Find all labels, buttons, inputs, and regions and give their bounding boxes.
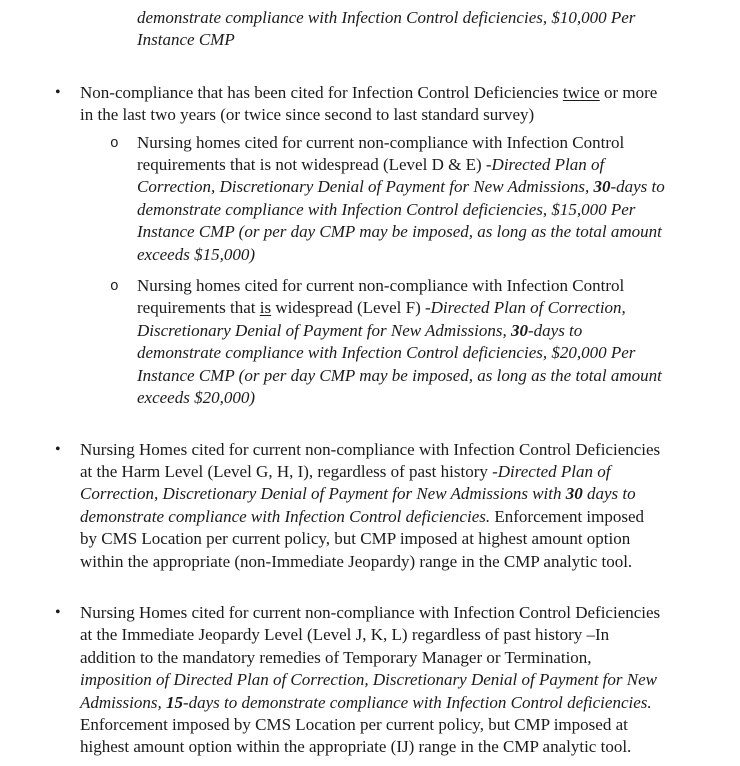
text-line	[137, 154, 727, 176]
text-line	[80, 692, 730, 714]
text-line	[137, 275, 727, 297]
text-run-italic: demonstrate compliance with Infection Control deficiencies.	[80, 506, 491, 526]
text-line	[137, 342, 727, 364]
text-line	[80, 461, 730, 483]
paragraph-continuation-per-instance-cmp	[137, 0, 717, 52]
text-run-italic: demonstrate compliance with Infection Control deficiencies, $15,000 Per	[137, 199, 636, 219]
bullet-icon: •	[55, 83, 61, 101]
bullet-icon: •	[55, 603, 61, 621]
text-run-italic: -days to demonstrate compliance with Infection Control deficiencies.	[182, 692, 652, 712]
bullet-icon: •	[55, 440, 61, 458]
text-line	[137, 176, 727, 198]
text-run-italic: exceeds $20,000)	[137, 388, 256, 408]
text-line	[137, 387, 727, 409]
text-line	[80, 551, 730, 573]
text-line	[137, 297, 727, 319]
text-run-italic: demonstrate compliance with Infection Control deficiencies, $20,000 Per	[137, 343, 636, 363]
text-run-roman: by CMS Location per current policy, but CMP imposed at highest amount option	[80, 529, 631, 549]
text-run-roman: highest amount option within the appropriate (IJ) range in the CMP analytic tool.	[80, 737, 632, 757]
text-line	[80, 506, 730, 528]
text-run-roman: at the Harm Level (Level G, H, I), regardless of past history	[80, 461, 493, 481]
text-run-italic: days to	[582, 484, 636, 504]
text-run-bolditalic: 30	[593, 177, 611, 197]
text-run-roman: requirements that	[137, 298, 260, 318]
text-run-italic: -Directed Plan of Correction,	[424, 298, 626, 318]
sub-bullet-text	[137, 275, 727, 409]
text-run-italic: Correction, Discretionary Denial of Payment for New Admissions,	[137, 177, 594, 197]
text-run-underline: twice	[562, 82, 600, 102]
text-run-underline: is	[259, 298, 272, 318]
text-line	[137, 244, 727, 266]
text-run-roman: Non-compliance that has been cited for Infection Control Deficiencies	[80, 82, 563, 102]
text-run-italic: Correction, Discretionary Denial of Payment for New Admissions with	[80, 484, 566, 504]
text-run-italic: Admissions,	[80, 692, 166, 712]
text-run-roman: addition to the mandatory remedies of Temporary Manager or Termination,	[80, 647, 592, 667]
text-run-italic: Instance CMP	[137, 30, 235, 50]
text-run-roman: Nursing Homes cited for current non-compliance with Infection Control Deficiencies	[80, 439, 661, 459]
text-run-italic: Discretionary Denial of Payment for New Admissions,	[137, 320, 511, 340]
text-line	[137, 132, 727, 154]
text-line	[137, 29, 717, 51]
text-run-bolditalic: 30	[565, 484, 583, 504]
bullet-text	[80, 602, 730, 759]
text-run-roman: in the last two years (or twice since second to last standard survey)	[80, 105, 535, 125]
text-run-italic: -Directed Plan of	[492, 461, 611, 481]
text-run-roman: Nursing homes cited for current non-compliance with Infection Control	[137, 276, 625, 296]
text-line	[80, 528, 730, 550]
text-run-roman: widespread (Level F)	[271, 298, 425, 318]
text-run-italic: demonstrate compliance with Infection Control deficiencies, $10,000 Per	[137, 8, 636, 27]
text-line	[80, 624, 730, 646]
text-line	[137, 320, 727, 342]
text-run-roman: Enforcement imposed	[490, 506, 645, 526]
text-line	[80, 483, 730, 505]
bullet-item-noncompliance-cited-twice	[55, 82, 730, 127]
bullet-item-harm-level-g-h-i	[55, 439, 730, 573]
text-line	[137, 365, 727, 387]
sub-bullet-item-level-f	[110, 275, 727, 409]
text-line	[80, 669, 730, 691]
circle-bullet-icon: o	[110, 279, 119, 296]
text-run-roman: within the appropriate (non-Immediate Jeopardy) range in the CMP analytic tool.	[80, 551, 633, 571]
text-run-roman: Enforcement imposed by CMS Location per current policy, but CMP imposed at	[80, 714, 628, 734]
text-line	[80, 736, 730, 758]
text-line	[137, 7, 717, 29]
text-run-italic: -days to	[527, 320, 583, 340]
text-run-roman: requirements that is not widespread (Level D & E)	[137, 155, 486, 175]
text-line	[80, 82, 730, 104]
text-line	[80, 602, 730, 624]
paragraph-text	[137, 7, 717, 52]
text-run-bolditalic: 30	[510, 320, 528, 340]
text-run-bolditalic: 15	[165, 692, 183, 712]
text-line	[137, 199, 727, 221]
text-line	[80, 714, 730, 736]
text-run-italic: imposition of Directed Plan of Correction, Discretionary Denial of Payment for New	[80, 670, 657, 690]
sub-bullet-item-level-d-e	[110, 132, 727, 266]
circle-bullet-icon: o	[110, 135, 119, 152]
text-run-roman: Nursing homes cited for current non-compliance with Infection Control	[137, 132, 625, 152]
text-run-italic: -days to	[610, 177, 665, 197]
text-line	[80, 647, 730, 669]
sub-bullet-text	[137, 132, 727, 266]
text-run-italic: exceeds $15,000)	[137, 244, 256, 264]
text-run-roman: or more	[599, 82, 658, 102]
bullet-item-immediate-jeopardy-j-k-l	[55, 602, 730, 759]
text-run-italic: -Directed Plan of	[485, 155, 605, 175]
text-line	[80, 104, 730, 126]
bullet-text	[80, 439, 730, 573]
text-run-roman: at the Immediate Jeopardy Level (Level J, K, L) regardless of past history –In	[80, 625, 610, 645]
text-run-italic: Instance CMP (or per day CMP may be imposed, as long as the total amount	[137, 222, 662, 242]
text-line	[137, 221, 727, 243]
text-run-roman: Nursing Homes cited for current non-compliance with Infection Control Deficiencies	[80, 602, 661, 622]
text-line	[80, 439, 730, 461]
bullet-text	[80, 82, 730, 127]
text-run-italic: Instance CMP (or per day CMP may be imposed, as long as the total amount	[137, 365, 662, 385]
